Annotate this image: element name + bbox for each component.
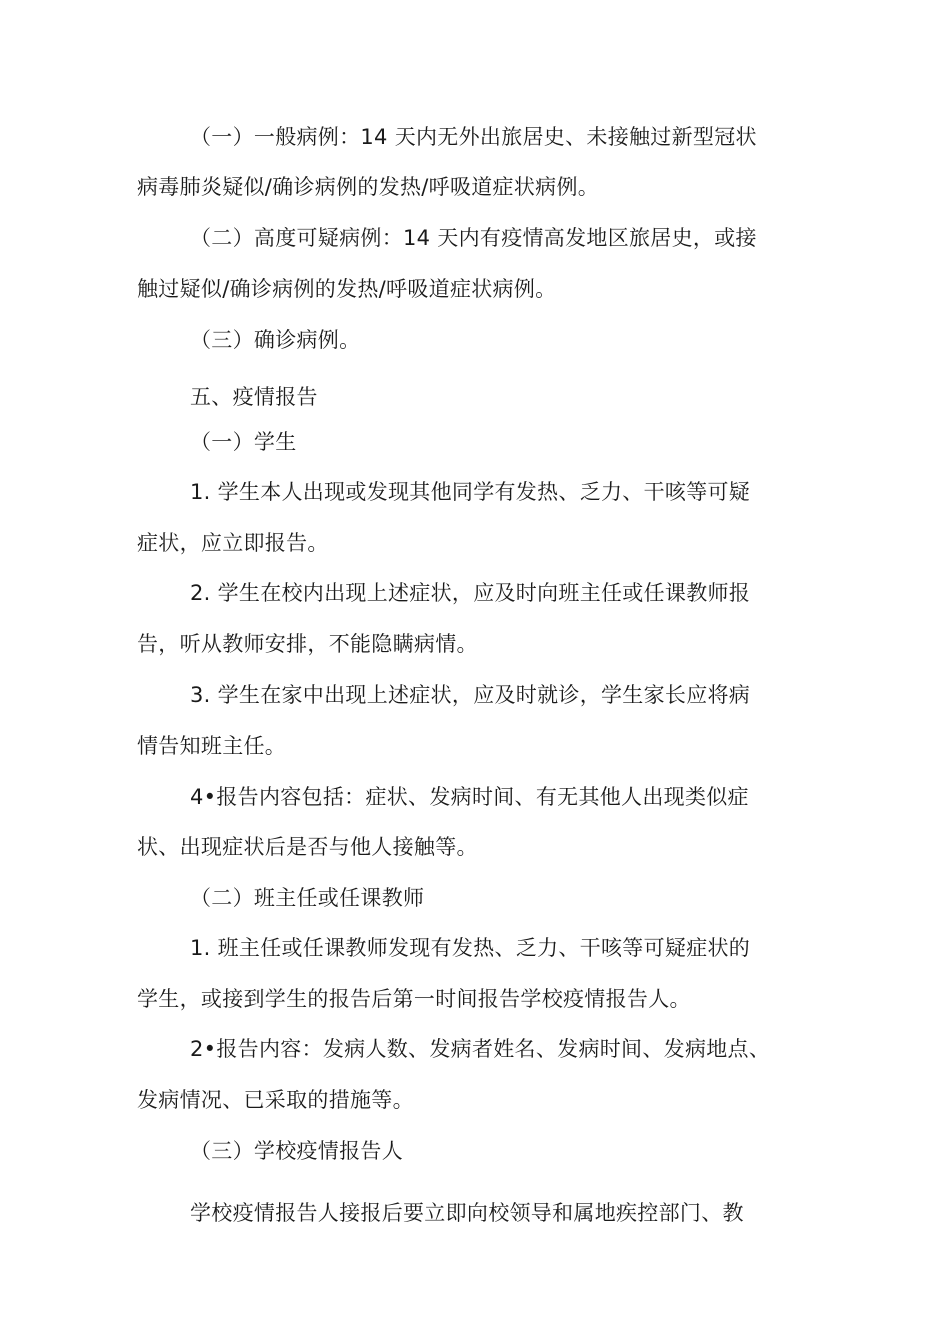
subsection-heading: （一）学生 [190, 430, 297, 454]
paragraph-line: 告，听从教师安排，不能隐瞒病情。 [137, 632, 478, 656]
paragraph-line: （二）高度可疑病例：14 天内有疫情高发地区旅居史，或接 [190, 226, 757, 250]
paragraph-line: 2•报告内容：发病人数、发病者姓名、发病时间、发病地点、 [190, 1037, 771, 1061]
subsection-heading: （三）学校疫情报告人 [190, 1139, 403, 1163]
paragraph-line: 状、出现症状后是否与他人接触等。 [137, 835, 478, 859]
paragraph-line: 情告知班主任。 [137, 734, 287, 758]
paragraph-line: 1. 班主任或任课教师发现有发热、乏力、干咳等可疑症状的 [190, 936, 751, 960]
paragraph-line: 学校疫情报告人接报后要立即向校领导和属地疾控部门、教 [190, 1201, 744, 1225]
section-heading: 五、疫情报告 [190, 385, 318, 409]
paragraph-line: 病毒肺炎疑似/确诊病例的发热/呼吸道症状病例。 [137, 175, 600, 199]
paragraph-line: 触过疑似/确诊病例的发热/呼吸道症状病例。 [137, 277, 557, 301]
paragraph-line: 2. 学生在校内出现上述症状，应及时向班主任或任课教师报 [190, 581, 751, 605]
paragraph-line: 3. 学生在家中出现上述症状，应及时就诊，学生家长应将病 [190, 683, 751, 707]
paragraph-line: （三）确诊病例。 [190, 328, 361, 352]
paragraph-line: 症状，应立即报告。 [137, 531, 329, 555]
subsection-heading: （二）班主任或任课教师 [190, 886, 425, 910]
paragraph-line: 学生，或接到学生的报告后第一时间报告学校疫情报告人。 [137, 987, 691, 1011]
paragraph-line: （一）一般病例：14 天内无外出旅居史、未接触过新型冠状 [190, 125, 757, 149]
paragraph-line: 4•报告内容包括：症状、发病时间、有无其他人出现类似症 [190, 785, 749, 809]
paragraph-line: 发病情况、已采取的措施等。 [137, 1088, 414, 1112]
paragraph-line: 1. 学生本人出现或发现其他同学有发热、乏力、干咳等可疑 [190, 480, 751, 504]
